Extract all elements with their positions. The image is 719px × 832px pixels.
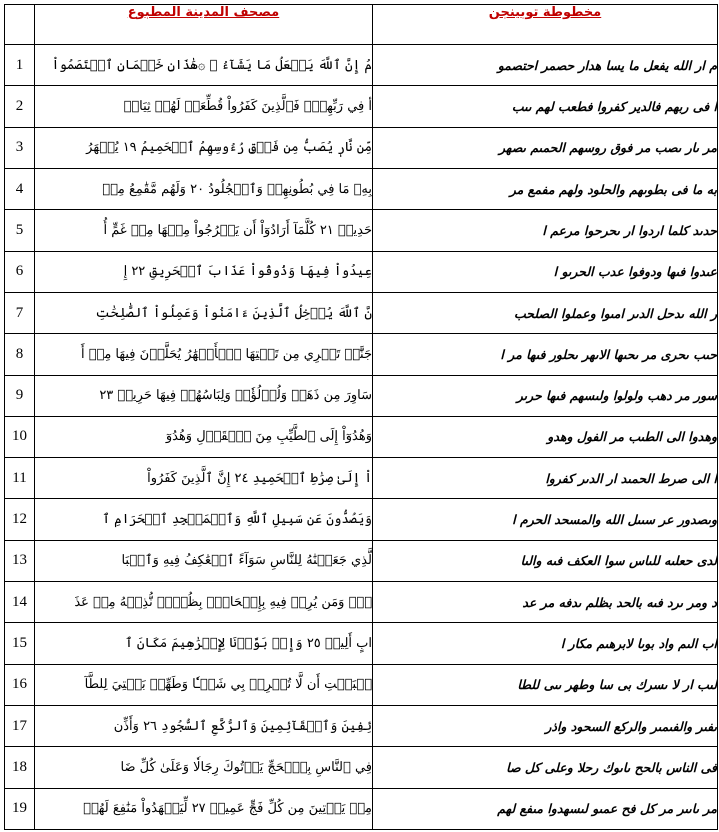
line-number-cell: 10 (5, 416, 35, 457)
table-row (5, 747, 718, 788)
line-number-cell: 5 (5, 210, 35, 251)
line-number-cell: 6 (5, 251, 35, 292)
manuscript-text-cell: ا فى ربهم فالدير كفروا فطعب لهم ىىب (373, 86, 718, 127)
line-number-cell: 12 (5, 499, 35, 540)
standard-text-cell: بِهِۦ مَا فِي بُطُونِهِمۡ وَٱلۡجُلُودُ ٢٠ وَلَهُم مَّقَٰمِعُ مِنۡ (35, 168, 373, 209)
standard-text-cell: دِۚ وَمَن يُرِدۡ فِيهِ بِإِلۡحَادِۭ بِظُلۡمٖ نُّذِقۡهُ مِنۡ عَذَ (35, 582, 373, 623)
manuscript-text-cell: لىب ار لا ىسرك بى سا وطهر ىىى للطا (373, 664, 718, 705)
table-row (5, 168, 718, 209)
manuscript-text-cell: وهدوا الى الطىب مر الفول وهدو (373, 416, 718, 457)
table-row (5, 540, 718, 581)
line-number-cell: 15 (5, 623, 35, 664)
table-row (5, 458, 718, 499)
standard-text-cell: سَاوِرَ مِن ذَهَبٖ وَلُؤۡلُؤٗاۖ وَلِبَاسُهُمۡ فِيهَا حَرِيرٞ ٢٣ (35, 375, 373, 416)
table-row (5, 375, 718, 416)
standard-text-header-label: مصحف المدينة المطبوع (127, 5, 280, 20)
line-number-cell: 19 (5, 788, 35, 829)
line-number-cell: 14 (5, 582, 35, 623)
line-number-cell: 2 (5, 86, 35, 127)
standard-text-cell: مِرٖ يَأۡتِينَ مِن كُلِّ فَجٍّ عَمِيقٖ ٢٧ لِّيَشۡهَدُواْ مَنَٰفِعَ لَهُمۡ (35, 788, 373, 829)
standard-text-cell: مُ إِنَّ ٱللَّهَ يَفۡعَلُ مَا يَشَآءُ ۩ ۞هَٰذَانِ خَصۡمَانِ ٱخۡتَصَمُواْ (35, 45, 373, 86)
table-row (5, 623, 718, 664)
standard-text-cell: عِيدُواْ فِيهَا وَذُوقُواْ عَذَابَ ٱلۡحَرِيقِ ٢٢ إِ (35, 251, 373, 292)
table-row (5, 664, 718, 705)
line-number-cell: 3 (5, 127, 35, 168)
standard-text-cell: مِّن نَّارٖ يُصَبُّ مِن فَوۡقِ رُءُوسِهِمُ ٱلۡحَمِيمُ ١٩ يُصۡهَرُ (35, 127, 373, 168)
standard-text-cell: جَنَّٰتٖ تَجۡرِي مِن تَحۡتِهَا ٱلۡأَنۡهَٰرُ يُحَلَّوۡنَ فِيهَا مِنۡ أَ (35, 334, 373, 375)
manuscript-text-cell: ا الى صرط الحمىد ار الدىر كفروا (373, 458, 718, 499)
table-row (5, 582, 718, 623)
standard-text-cell: فِي ٱلنَّاسِ بِٱلۡحَجِّ يَأۡتُوكَ رِجَالٗا وَعَلَىٰ كُلِّ ضَا (35, 747, 373, 788)
manuscript-text-cell: عىدوا فىها ودوفوا عدب الحرىو ا (373, 251, 718, 292)
line-number-cell: 11 (5, 458, 35, 499)
manuscript-text-cell: د ومر ىرد فىه بالحد بظلم ىدفه مر عد (373, 582, 718, 623)
manuscript-text-header-label: مخطوطة توبينجن (488, 5, 602, 20)
table-body (5, 45, 718, 830)
table-row (5, 292, 718, 333)
line-number-cell: 18 (5, 747, 35, 788)
table-row (5, 251, 718, 292)
standard-text-cell: وَيَصُدُّونَ عَن سَبِيلِ ٱللَّهِ وَٱلۡمَسۡجِدِ ٱلۡحَرَامِ ٱ (35, 499, 373, 540)
table-row (5, 45, 718, 86)
manuscript-text-cell: لدى حعلىه للىاس سوا العكف فىه والىا (373, 540, 718, 581)
table-row (5, 706, 718, 747)
standard-text-cell: أ فِي رَبِّهِمۡۖ فَٱلَّذِينَ كَفَرُواْ قُطِّعَتۡ لَهُمۡ ثِيَابٞ (35, 86, 373, 127)
manuscript-text-cell: فى الناس بالحح ىاىوك رحلا وعلى كل صا (373, 747, 718, 788)
standard-text-header (35, 5, 373, 45)
table-row (5, 210, 718, 251)
table-row (5, 334, 718, 375)
table-row (5, 788, 718, 829)
standard-text-cell: ئِفِينَ وَٱلۡقَآئِمِينَ وَٱلرُّكَّعِ ٱلسُّجُودِ ٢٦ وَأَذِّن (35, 706, 373, 747)
manuscript-text-cell: اب الىم واد بوىا لابرهىم مكار ا (373, 623, 718, 664)
manuscript-text-cell: مر ىاىىر مر كل فح عمىو لىسهدوا مىفع لهم (373, 788, 718, 829)
line-number-cell: 13 (5, 540, 35, 581)
manuscript-text-cell: وىصدور عر سىىل الله والمسحد الحرم ا (373, 499, 718, 540)
header-row (5, 5, 718, 45)
standard-text-cell: نَّ ٱللَّهَ يُدۡخِلُ ٱلَّذِينَ ءَامَنُواْ وَعَمِلُواْ ٱلصَّٰلِحَٰتِ (35, 292, 373, 333)
standard-text-cell: لَّذِي جَعَلۡنَٰهُ لِلنَّاسِ سَوَآءً ٱلۡعَٰكِفُ فِيهِ وَٱلۡبَا (35, 540, 373, 581)
manuscript-text-cell: ىفىر والفىمىر والركع السحود واذر (373, 706, 718, 747)
standard-text-cell: حَدِيدٖ ٢١ كُلَّمَآ أَرَادُوٓاْ أَن يَخۡرُجُواْ مِنۡهَا مِنۡ غَمٍّ أُ (35, 210, 373, 251)
line-number-cell: 17 (5, 706, 35, 747)
line-number-cell: 4 (5, 168, 35, 209)
row-number-header (5, 5, 35, 45)
line-number-cell: 8 (5, 334, 35, 375)
manuscript-text-cell: مر ىار ىصب مر فوق روسهم الحمىم ىصهر (373, 127, 718, 168)
manuscript-text-cell: سور مر دهب ولولوا ولىسهم فىها حرىر (373, 375, 718, 416)
manuscript-text-cell: به ما فى بطوىهم والحلود ولهم مفمع مر (373, 168, 718, 209)
table-row (5, 416, 718, 457)
line-number-cell: 9 (5, 375, 35, 416)
standard-text-cell: ابٍ أَلِيمٖ ٢٥ وَإِذۡ بَوَّأۡنَا لِإِبۡرَٰهِيمَ مَكَانَ ٱ (35, 623, 373, 664)
table-row (5, 86, 718, 127)
manuscript-text-cell: م ار الله يفعل ما يسا هدار حصمر احتصمو (373, 45, 718, 86)
standard-text-cell: لۡبَيۡتِ أَن لَّا تُشۡرِكۡ بِي شَيۡـٔٗا وَطَهِّرۡ بَيۡتِيَ لِلطَّآ (35, 664, 373, 705)
manuscript-text-cell: حدىد كلما اردوا ار ىحرحوا مرعم ا (373, 210, 718, 251)
manuscript-text-cell: ر الله ىدحل الدىر امىوا وعملوا الصلحب (373, 292, 718, 333)
standard-text-cell: اْ إِلَىٰ صِرَٰطِ ٱلۡحَمِيدِ ٢٤ إِنَّ ٱلَّذِينَ كَفَرُواْ (35, 458, 373, 499)
line-number-cell: 16 (5, 664, 35, 705)
manuscript-text-header (373, 5, 718, 45)
table-row (5, 499, 718, 540)
standard-text-cell: وَهُدُوٓاْ إِلَى ٱلطَّيِّبِ مِنَ ٱلۡقَوۡلِ وَهُدُوٓ (35, 416, 373, 457)
table-row (5, 127, 718, 168)
line-number-cell: 7 (5, 292, 35, 333)
line-number-cell: 1 (5, 45, 35, 86)
manuscript-text-cell: حىب ىحرى مر ىحىها الاىهر ىحلور فىها مر ا (373, 334, 718, 375)
comparison-table (4, 4, 718, 830)
